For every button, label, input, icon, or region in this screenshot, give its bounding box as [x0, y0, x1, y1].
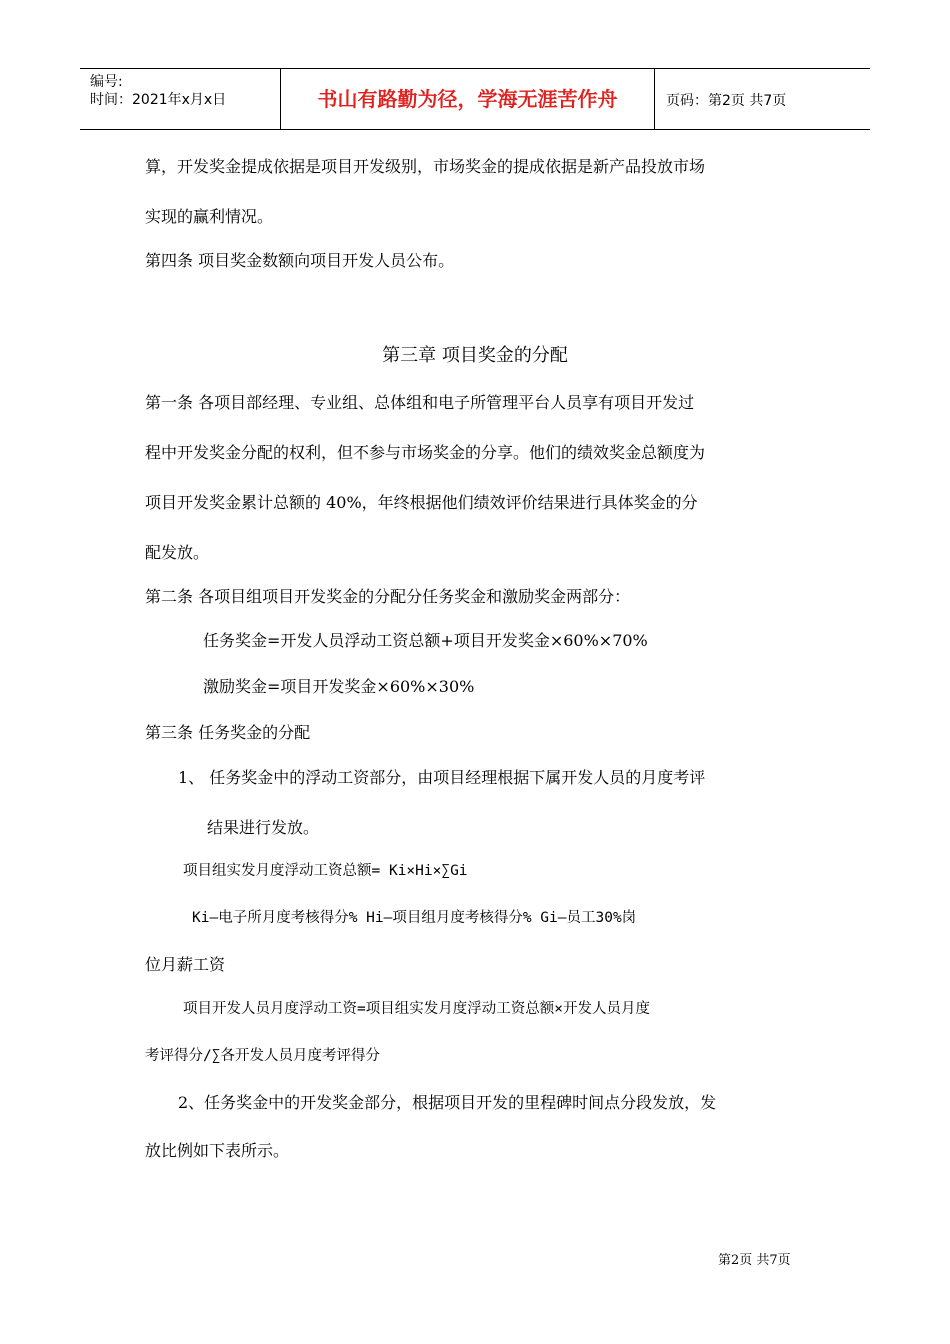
formula-task-bonus: 任务奖金=开发人员浮动工资总额+项目开发奖金×60%×70%	[203, 631, 648, 650]
formula-individual-wage: 项目开发人员月度浮动工资=项目组实发月度浮动工资总额×开发人员月度	[183, 1001, 650, 1017]
paragraph-line: 算，开发奖金提成依据是项目开发级别，市场奖金的提成依据是新产品投放市场	[145, 157, 706, 176]
article-4: 第四条 项目奖金数额向项目开发人员公布。	[145, 251, 455, 270]
paragraph-line: 配发放。	[145, 543, 210, 562]
list-item-1-cont: 结果进行发放。	[207, 818, 320, 837]
list-item-1: 1、 任务奖金中的浮动工资部分，由项目经理根据下属开发人员的月度考评	[178, 768, 706, 787]
header-motto: 书山有路勤为径，学海无涯苦作舟	[281, 69, 655, 129]
paragraph-line: 实现的赢利情况。	[145, 207, 274, 226]
formula-float-wage-total: 项目组实发月度浮动工资总额= Ki×Hi×∑Gi	[183, 863, 468, 879]
header-page-number: 页码：第2页 共7页	[666, 93, 787, 109]
article-2: 第二条 各项目组项目开发奖金的分配分任务奖金和激励奖金两部分：	[145, 587, 631, 606]
footer-page-number: 第2页 共7页	[718, 1253, 791, 1268]
page-header	[80, 68, 870, 130]
formula-individual-wage-cont: 考评得分/∑各开发人员月度考评得分	[145, 1048, 380, 1064]
formula-variable-definitions: Ki—电子所月度考核得分% Hi—项目组月度考核得分% Gi—员工30%岗	[192, 910, 637, 926]
list-item-2-cont: 放比例如下表所示。	[145, 1141, 290, 1160]
paragraph-line: 位月薪工资	[145, 955, 226, 974]
list-item-2: 2、任务奖金中的开发奖金部分，根据项目开发的里程碑时间点分段发放，发	[178, 1093, 717, 1112]
document-date: 时间：2021年x月x日	[90, 92, 227, 108]
paragraph-line: 程中开发奖金分配的权利，但不参与市场奖金的分享。他们的绩效奖金总额度为	[145, 443, 706, 462]
document-code-label: 编号:	[90, 74, 123, 90]
chapter-title: 第三章 项目奖金的分配	[382, 345, 568, 366]
article-1: 第一条 各项目部经理、专业组、总体组和电子所管理平台人员享有项目开发过	[145, 393, 695, 412]
article-3: 第三条 任务奖金的分配	[145, 723, 311, 742]
paragraph-line: 项目开发奖金累计总额的 40%，年终根据他们绩效评价结果进行具体奖金的分	[145, 493, 698, 512]
formula-incentive-bonus: 激励奖金=项目开发奖金×60%×30%	[203, 677, 475, 696]
header-meta-cell	[80, 69, 281, 129]
